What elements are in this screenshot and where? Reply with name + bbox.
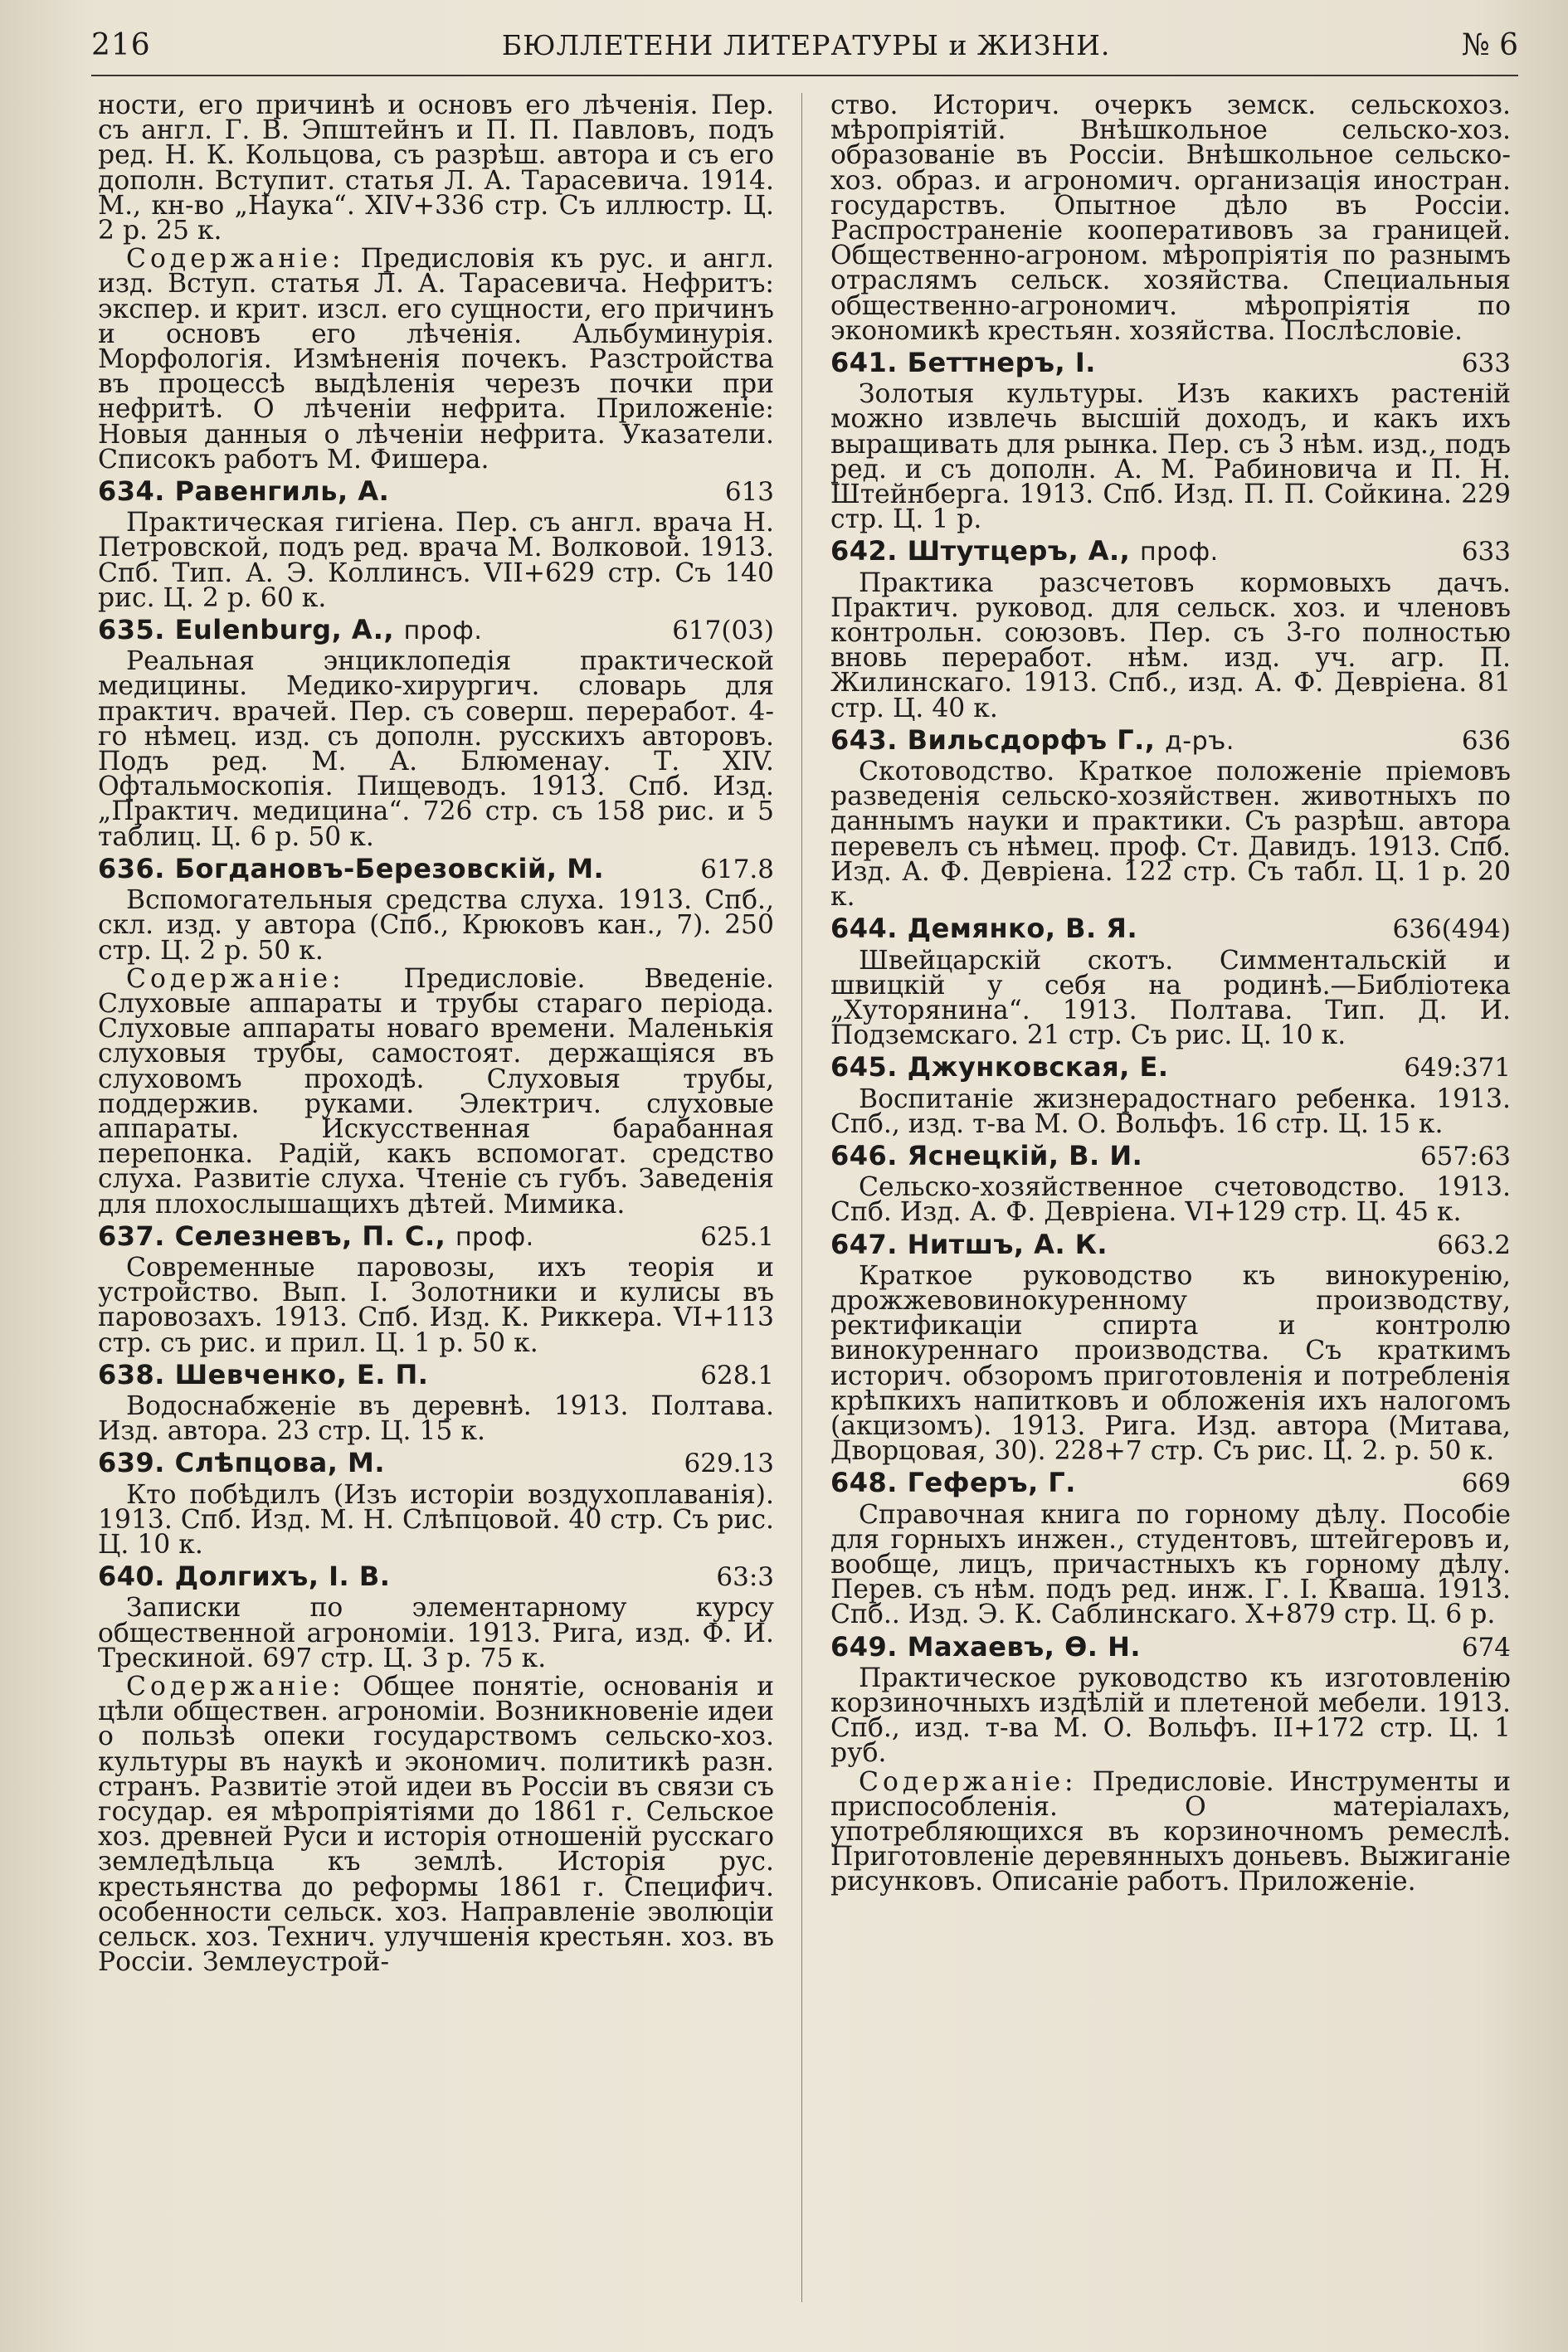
entry-class-number: 633 — [1461, 348, 1511, 379]
entry-645 — [830, 1051, 1511, 1139]
entry-636 — [98, 852, 774, 1220]
entry-author: 645. Джунковская, Е. — [830, 1051, 1169, 1083]
entry-class-number: 617.8 — [700, 854, 774, 884]
entry-text: Современные паровозы, ихъ теорія и устройство. Вып. I. Золотники и кулисы въ паровозахъ. 1913. Спб. Изд. К. Риккера. VI+113 стр. съ рис. и прил. Ц. 1 р. 50 к. — [98, 1252, 774, 1358]
entry-class-number: 674 — [1461, 1632, 1511, 1663]
column-divider — [801, 93, 802, 2302]
entry-contents: Содержаніе: Общее понятіе, основанія и цѣли обществен. агрономіи. Возникновеніе идеи о пользѣ опеки государствомъ сельско-хоз. культуры въ наукѣ и экономич. политикѣ разн. странъ. Развитіе этой идеи въ Россіи въ связи съ государ. ея мѣропріятіями до 1861 г. Сельское хоз. древней Руси и исторія отношеній русскаго земледѣльца къ землѣ. Исторія рус. крестьянства до реформы 1861 г. Специфич. особенности сельск. хоз. Направленіе эволюціи сельск. хоз. Технич. улучшенія крестьян. хоз. въ Россіи. Землеустрой- — [98, 1671, 774, 1978]
journal-title: БЮЛЛЕТЕНИ ЛИТЕРАТУРЫ и ЖИЗНИ. — [501, 28, 1111, 61]
entry-heading — [830, 347, 1511, 379]
entry-heading — [830, 913, 1511, 945]
header-rule — [91, 75, 1518, 76]
entry-635 — [98, 614, 774, 852]
entry-641 — [830, 347, 1511, 535]
entry-text: Сельско-хозяйственное счетоводство. 1913. Спб. Изд. А. Ф. Девріена. VI+129 стр. Ц. 45 к. — [830, 1172, 1511, 1228]
entry-text: Практическое руководство къ изготовленію корзиночныхъ издѣлій и плетеной мебели. 1913. Спб., изд. т-ва М. О. Вольфъ. II+172 стр. Ц. 1 руб. — [830, 1663, 1511, 1769]
left-column — [98, 90, 774, 1978]
page-number: 216 — [91, 27, 151, 62]
entry-heading — [98, 614, 774, 646]
entry-heading — [830, 723, 1511, 756]
entry-heading — [98, 1561, 774, 1593]
entry-text: Воспитаніе жизнерадостнаго ребенка. 1913. Спб., изд. т-ва М. О. Вольфъ. 16 стр. Ц. 15 к. — [830, 1083, 1511, 1139]
entry-author: 635. Eulenburg, A., проф. — [98, 614, 483, 646]
continuation-text: ство. Историч. очеркъ земск. сельскохоз. мѣропріятій. Внѣшкольное сельско-хоз. образованіе въ Россіи. Внѣшкольное сельско-хоз. образ. и агрономич. организація иностран. государствъ. Опытное дѣло въ Россіи. Распространеніе кооперативовъ за границей. Общественно-агроном. мѣропріятія по разнымъ отраслямъ сельск. хозяйства. Специальныя общественно-агрономич. мѣропріятія по экономикѣ крестьян. хозяйства. Послѣсловіе. — [830, 90, 1511, 346]
entry-heading — [830, 1139, 1511, 1171]
entry-author: 641. Беттнеръ, I. — [830, 347, 1096, 379]
continuation-contents — [98, 244, 774, 475]
entry-heading — [98, 1220, 774, 1252]
entry-642 — [830, 535, 1511, 723]
entry-class-number: 669 — [1461, 1468, 1511, 1499]
entry-640 — [98, 1561, 774, 1978]
entry-author: 646. Яснецкій, В. И. — [830, 1139, 1143, 1171]
entry-contents: Содержаніе: Предисловіе. Введеніе. Слуховые аппараты и трубы стараго періода. Слуховые аппараты новаго времени. Маленькія слуховыя трубы, самостоят. держащіяся въ слуховомъ проходѣ. Слуховыя трубы, поддержив. руками. Электрич. слуховые аппараты. Искусственная барабанная перепонка. Радій, какъ вспомогат. средство слуха. Развитіе слуха. Чтеніе съ губъ. Заведенія для плохослышащихъ дѣтей. Мимика. — [98, 963, 774, 1220]
entry-646 — [830, 1139, 1511, 1228]
entry-author: 638. Шевченко, Е. П. — [98, 1358, 429, 1390]
entry-text: Записки по элементарному курсу общественной агрономіи. 1913. Рига, изд. Ф. И. Трескиной. 697 стр. Ц. 3 р. 75 к. — [98, 1593, 774, 1673]
entry-class-number: 649:371 — [1404, 1053, 1511, 1083]
entry-class-number: 63:3 — [716, 1562, 774, 1593]
entry-643 — [830, 723, 1511, 913]
contents-label: Содержаніе: — [126, 963, 345, 994]
entry-author: 643. Вильсдорфъ Г., д-ръ. — [830, 723, 1234, 756]
entry-class-number: 657:63 — [1419, 1141, 1511, 1171]
entry-heading — [98, 852, 774, 884]
entry-text: Водоснабженіе въ деревнѣ. 1913. Полтава. Изд. автора. 23 стр. Ц. 15 к. — [98, 1390, 774, 1447]
entry-author: 639. Слѣпцова, М. — [98, 1447, 386, 1479]
entry-639 — [98, 1447, 774, 1560]
entry-class-number: 629.13 — [684, 1449, 774, 1479]
right-column — [830, 90, 1512, 1898]
contents-label: Содержаніе: — [126, 244, 345, 275]
entry-author: 637. Селезневъ, П. С., проф. — [98, 1220, 534, 1252]
running-header — [91, 20, 1518, 70]
entry-author: 647. Нитшъ, А. К. — [830, 1228, 1108, 1260]
entry-heading — [830, 1630, 1511, 1663]
entry-class-number: 617(03) — [672, 616, 774, 646]
entry-class-number: 633 — [1461, 537, 1511, 567]
entry-contents: Содержаніе: Предисловіе. Инструменты и приспособленія. О матеріалахъ, употребляющихся въ корзиночномъ ремеслѣ. Приготовленіе деревянныхъ доньевъ. Выжиганіе рисунковъ. Описаніе работъ. Приложеніе. — [830, 1766, 1512, 1897]
entry-text: Практика разсчетовъ кормовыхъ дачъ. Практич. руковод. для сельск. хоз. и членовъ контрольн. союзовъ. Пер. съ 3-го полностью вновь переработ. нѣм. изд. уч. агр. П. Жилинскаго. 1913. Спб., изд. А. Ф. Девріена. 81 стр. Ц. 40 к. — [830, 567, 1511, 723]
entry-heading — [98, 1358, 774, 1390]
entry-heading — [98, 475, 774, 508]
issue-number: № 6 — [1461, 27, 1518, 62]
entry-649 — [830, 1630, 1512, 1897]
entry-class-number: 636(494) — [1392, 914, 1511, 945]
entry-class-number: 613 — [724, 477, 774, 508]
entry-author: 636. Богдановъ-Березовскій, М. — [98, 852, 605, 884]
entry-author: 648. Геферъ, Г. — [830, 1467, 1076, 1499]
entry-text: Скотоводство. Краткое положеніе пріемовъ разведенія сельско-хозяйствен. животныхъ по даннымъ науки и практики. Съ разрѣш. автора перевелъ съ нѣмец. проф. Ст. Давидъ. 1913. Спб. Изд. А. Ф. Девріена. 122 стр. Съ табл. Ц. 1 р. 20 к. — [830, 757, 1511, 913]
entry-text: Золотыя культуры. Изъ какихъ растеній можно извлечь высшій доходъ, и какъ ихъ выращивать для рынка. Пер. съ 3 нѣм. изд., подъ ред. и съ дополн. А. М. Рабиновича и П. Н. Штейнберга. 1913. Спб. Изд. П. П. Сойкина. 229 стр. Ц. 1 р. — [830, 379, 1511, 535]
entry-heading — [830, 1051, 1511, 1083]
entry-text: Швейцарскій скотъ. Симментальскій и швицкій у себя на родинѣ.—Библіотека „Хуторянина“. 1913. Полтава. Тип. Д. И. Подземскаго. 21 стр. Съ рис. Ц. 10 к. — [830, 945, 1511, 1051]
entry-text: Справочная книга по горному дѣлу. Пособіе для горныхъ инжен., студентовъ, штейгеровъ и, вообще, лицъ, причастныхъ къ горному дѣлу. Перев. съ нѣм. подъ ред. инж. Г. I. Кваша. 1913. Спб.. Изд. Э. К. Саблинскаго. X+879 стр. Ц. 6 р. — [830, 1499, 1511, 1630]
entry-638 — [98, 1358, 774, 1447]
entry-heading — [98, 1447, 774, 1479]
entry-text: Практическая гигіена. Пер. съ англ. врача Н. Петровской, подъ ред. врача М. Волковой. 1913. Спб. Тип. А. Э. Коллинсъ. VII+629 стр. Съ 140 рис. Ц. 2 р. 60 к. — [98, 508, 774, 613]
entry-644 — [830, 913, 1511, 1051]
entry-author: 634. Равенгиль, А. — [98, 475, 390, 508]
continuation-text: ности, его причинѣ и основъ его лѣченія. Пер. съ англ. Г. В. Эпштейнъ и П. П. Павловъ, подъ ред. Н. К. Кольцова, съ разрѣш. автора и съ его дополн. Вступит. статья Л. А. Тарасевича. 1914. М., кн-во „Наука“. XIV+336 стр. Съ иллюстр. Ц. 2 р. 25 к. — [98, 90, 774, 246]
entry-637 — [98, 1220, 774, 1358]
entry-author: 642. Штутцеръ, А., проф. — [830, 535, 1219, 567]
entry-heading — [830, 535, 1511, 567]
entry-class-number: 625.1 — [700, 1221, 774, 1252]
contents-label: Содержаніе: — [126, 1671, 345, 1702]
entry-text: Кто побѣдилъ (Изъ исторіи воздухоплаванія). 1913. Спб. Изд. М. Н. Слѣпцовой. 40 стр. Съ рис. Ц. 10 к. — [98, 1479, 774, 1560]
entry-647 — [830, 1228, 1511, 1467]
entry-author: 649. Махаевъ, Ѳ. Н. — [830, 1630, 1141, 1663]
entry-heading — [830, 1467, 1511, 1499]
entry-634 — [98, 475, 774, 613]
contents-text: Предисловія къ рус. и англ. изд. Вступ. статья Л. А. Тарасевича. Нефритъ: экспер. и крит. изсл. его сущности, его причинъ и основъ его лѣченія. Альбуминурія. Морфологія. Измѣненія почекъ. Разстройства въ процессѣ выдѣленія черезъ почки при нефритѣ. О лѣченіи нефрита. Приложеніе: Новыя данныя о лѣченіи нефрита. Указатели. Списокъ работъ М. Фишера. — [98, 244, 774, 475]
entry-author: 644. Демянко, В. Я. — [830, 913, 1138, 945]
contents-label: Содержаніе: — [859, 1766, 1078, 1797]
entry-heading — [830, 1228, 1511, 1260]
entry-text: Краткое руководство къ винокуренію, дрожжевовинокуренному производству, ректификаціи спирта и контролю винокуреннаго производства. Съ краткимъ историч. обзоромъ приготовленія и потребленія крѣпкихъ напитковъ и обложенія ихъ налогомъ (акцизомъ). 1913. Рига. Изд. автора (Митава, Дворцовая, 30). 228+7 стр. Съ рис. Ц. 2. р. 50 к. — [830, 1260, 1511, 1467]
entry-class-number: 663.2 — [1437, 1230, 1511, 1260]
entry-class-number: 628.1 — [700, 1360, 774, 1390]
entry-text: Вспомогательныя средства слуха. 1913. Спб., скл. изд. у автора (Спб., Крюковъ кан., 7). 250 стр. Ц. 2 р. 50 к. — [98, 885, 774, 966]
entry-648 — [830, 1467, 1511, 1630]
entry-author: 640. Долгихъ, I. В. — [98, 1561, 391, 1593]
entry-text: Реальная энциклопедія практической медицины. Медико-хирургич. словарь для практич. врачей. Пер. съ соверш. переработ. 4-го нѣмец. изд. съ дополн. русскихъ авторовъ. Подъ ред. М. А. Блюменау. Т. XIV. Офтальмоскопія. Пищеводъ. 1913. Спб. Изд. „Практич. медицина“. 726 стр. съ 158 рис. и 5 таблиц. Ц. 6 р. 50 к. — [98, 646, 774, 852]
entry-class-number: 636 — [1461, 725, 1511, 756]
